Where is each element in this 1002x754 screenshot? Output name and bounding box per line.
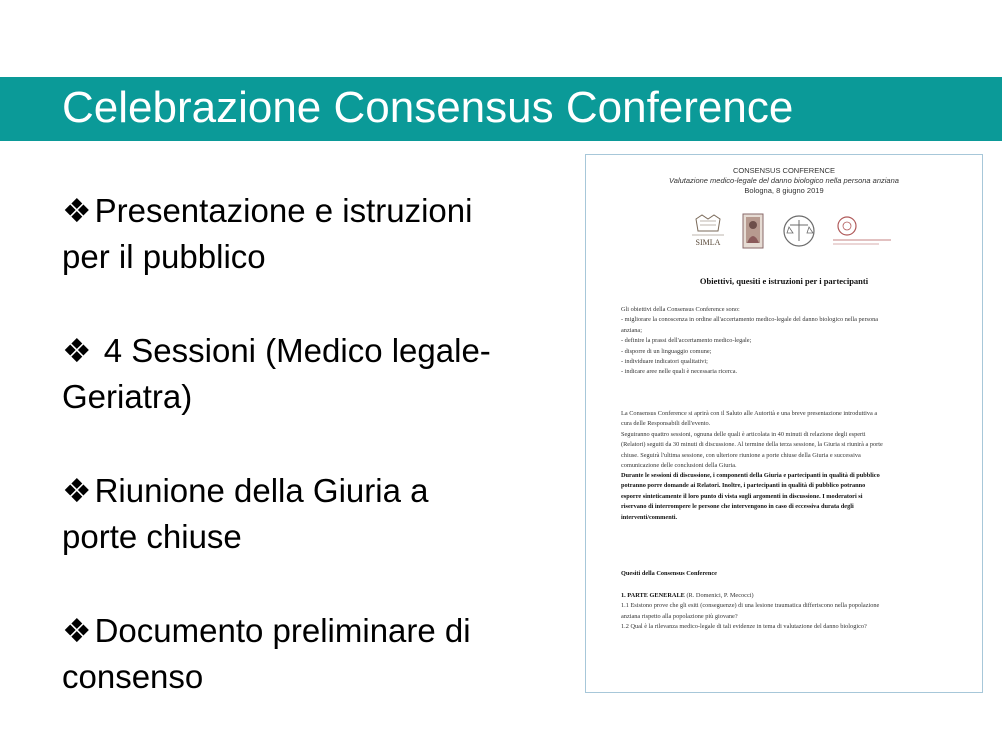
bullet-line: Riunione della Giuria a: [94, 472, 429, 509]
questions-heading: Quesiti della Consensus Conference: [621, 570, 717, 577]
bullet-line: porte chiuse: [62, 518, 242, 555]
document-header-subtitle: Valutazione medico-legale del danno biologico nella persona anziana: [669, 176, 899, 185]
document-header: [586, 166, 982, 196]
simla-logo-text: SIMLA: [695, 238, 721, 247]
bullet-line: Geriatra): [62, 378, 193, 415]
bullet-line: Documento preliminare di: [94, 612, 471, 649]
bullet-line: Presentazione e istruzioni: [94, 192, 473, 229]
doc-line: - definire la prassi dell'accertamento medico-legale;: [621, 337, 752, 345]
bullet-line: per il pubblico: [62, 238, 266, 275]
doc-line: 1.2 Qual è la rilevanza medico-legale di tali evidenze in tema di valutazione del danno biologico?: [621, 623, 867, 631]
bullet-item: [62, 608, 582, 700]
bullet-line: consenso: [62, 658, 204, 695]
doc-line: - disporre di un linguaggio comune;: [621, 347, 712, 355]
doc-line: potranno porre domande ai Relatori. Inoltre, i partecipanti in qualità di pubblico potranno: [621, 482, 866, 490]
part1-section: [621, 591, 951, 633]
intro-paragraph: [621, 409, 951, 471]
doc-line: - migliorare la conoscenza in ordine all'accertamento medico-legale del danno biologico nella persona: [621, 316, 879, 324]
diamond-bullet-icon: ❖: [62, 472, 92, 509]
portrait-emblem-icon: [742, 213, 764, 249]
part1-heading: [621, 591, 951, 601]
doc-line: chiuse. Seguirà l'ultima sessione, con ulteriore riunione a porte chiuse della Giuria e successiva: [621, 451, 861, 459]
university-seal-icon: [831, 213, 893, 249]
doc-line: - individuare indicatori qualitativi;: [621, 358, 708, 366]
bullet-item: [62, 328, 582, 420]
doc-line: Durante le sessioni di discussione, i componenti della Giuria e partecipanti in qualità di pubblico: [621, 472, 880, 479]
diamond-bullet-icon: ❖: [62, 192, 92, 229]
document-header-date: Bologna, 8 giugno 2019: [744, 186, 824, 195]
doc-line: cura delle Responsabili dell'evento.: [621, 420, 711, 428]
logo-row: [686, 213, 896, 249]
bullet-item: [62, 468, 582, 560]
doc-line: riservano di interrompere le persone che intervengono in caso di eccessiva durata degli: [621, 503, 854, 511]
document-image: [585, 154, 983, 693]
doc-line: interventi/commenti.: [621, 513, 678, 521]
scales-emblem-icon: [781, 213, 817, 249]
slide-title: Celebrazione Consensus Conference: [62, 83, 794, 132]
doc-line: - indicare aree nelle quali è necessaria ricerca.: [621, 368, 738, 376]
objectives-paragraph: [621, 305, 951, 378]
part1-title: 1. PARTE GENERALE: [621, 592, 685, 599]
bullet-item: [62, 188, 582, 280]
part1-authors: (R. Domenici, P. Mecocci): [684, 592, 754, 599]
discussion-rules-paragraph: [621, 471, 951, 523]
simla-logo-icon: [688, 213, 728, 249]
title-bar: [0, 77, 1002, 141]
diamond-bullet-icon: ❖: [62, 332, 92, 369]
doc-line: esporre sinteticamente il loro punto di vista sugli argomenti in discussione. I moderatori si: [621, 492, 863, 500]
document-heading: Obiettivi, quesiti e istruzioni per i partecipanti: [699, 276, 869, 286]
doc-line: anziana;: [621, 326, 642, 334]
doc-line: anziana rispetto alla popolazione più giovane?: [621, 612, 738, 620]
doc-line: Seguiranno quattro sessioni, ognuna delle quali è articolata in 40 minuti di relazione degli esperti: [621, 430, 866, 438]
doc-line: La Consensus Conference si aprirà con il Saluto alle Autorità e una breve presentazione introduttiva a: [621, 410, 878, 417]
doc-line: comunicazione delle conclusioni della Giuria.: [621, 462, 737, 470]
document-header-title: CONSENSUS CONFERENCE: [732, 166, 836, 175]
doc-line: (Relatori) seguiti da 30 minuti di discussione. Al termine della terza sessione, la Giuria si riunirà a porte: [621, 441, 883, 449]
bullet-line: 4 Sessioni (Medico legale-: [94, 332, 491, 369]
doc-line: 1.1 Esistono prove che gli esiti (conseguenze) di una lesione traumatica differiscono nella popolazione: [621, 602, 880, 610]
doc-line: Gli obiettivi della Consensus Conference sono:: [621, 306, 740, 313]
diamond-bullet-icon: ❖: [62, 612, 92, 649]
